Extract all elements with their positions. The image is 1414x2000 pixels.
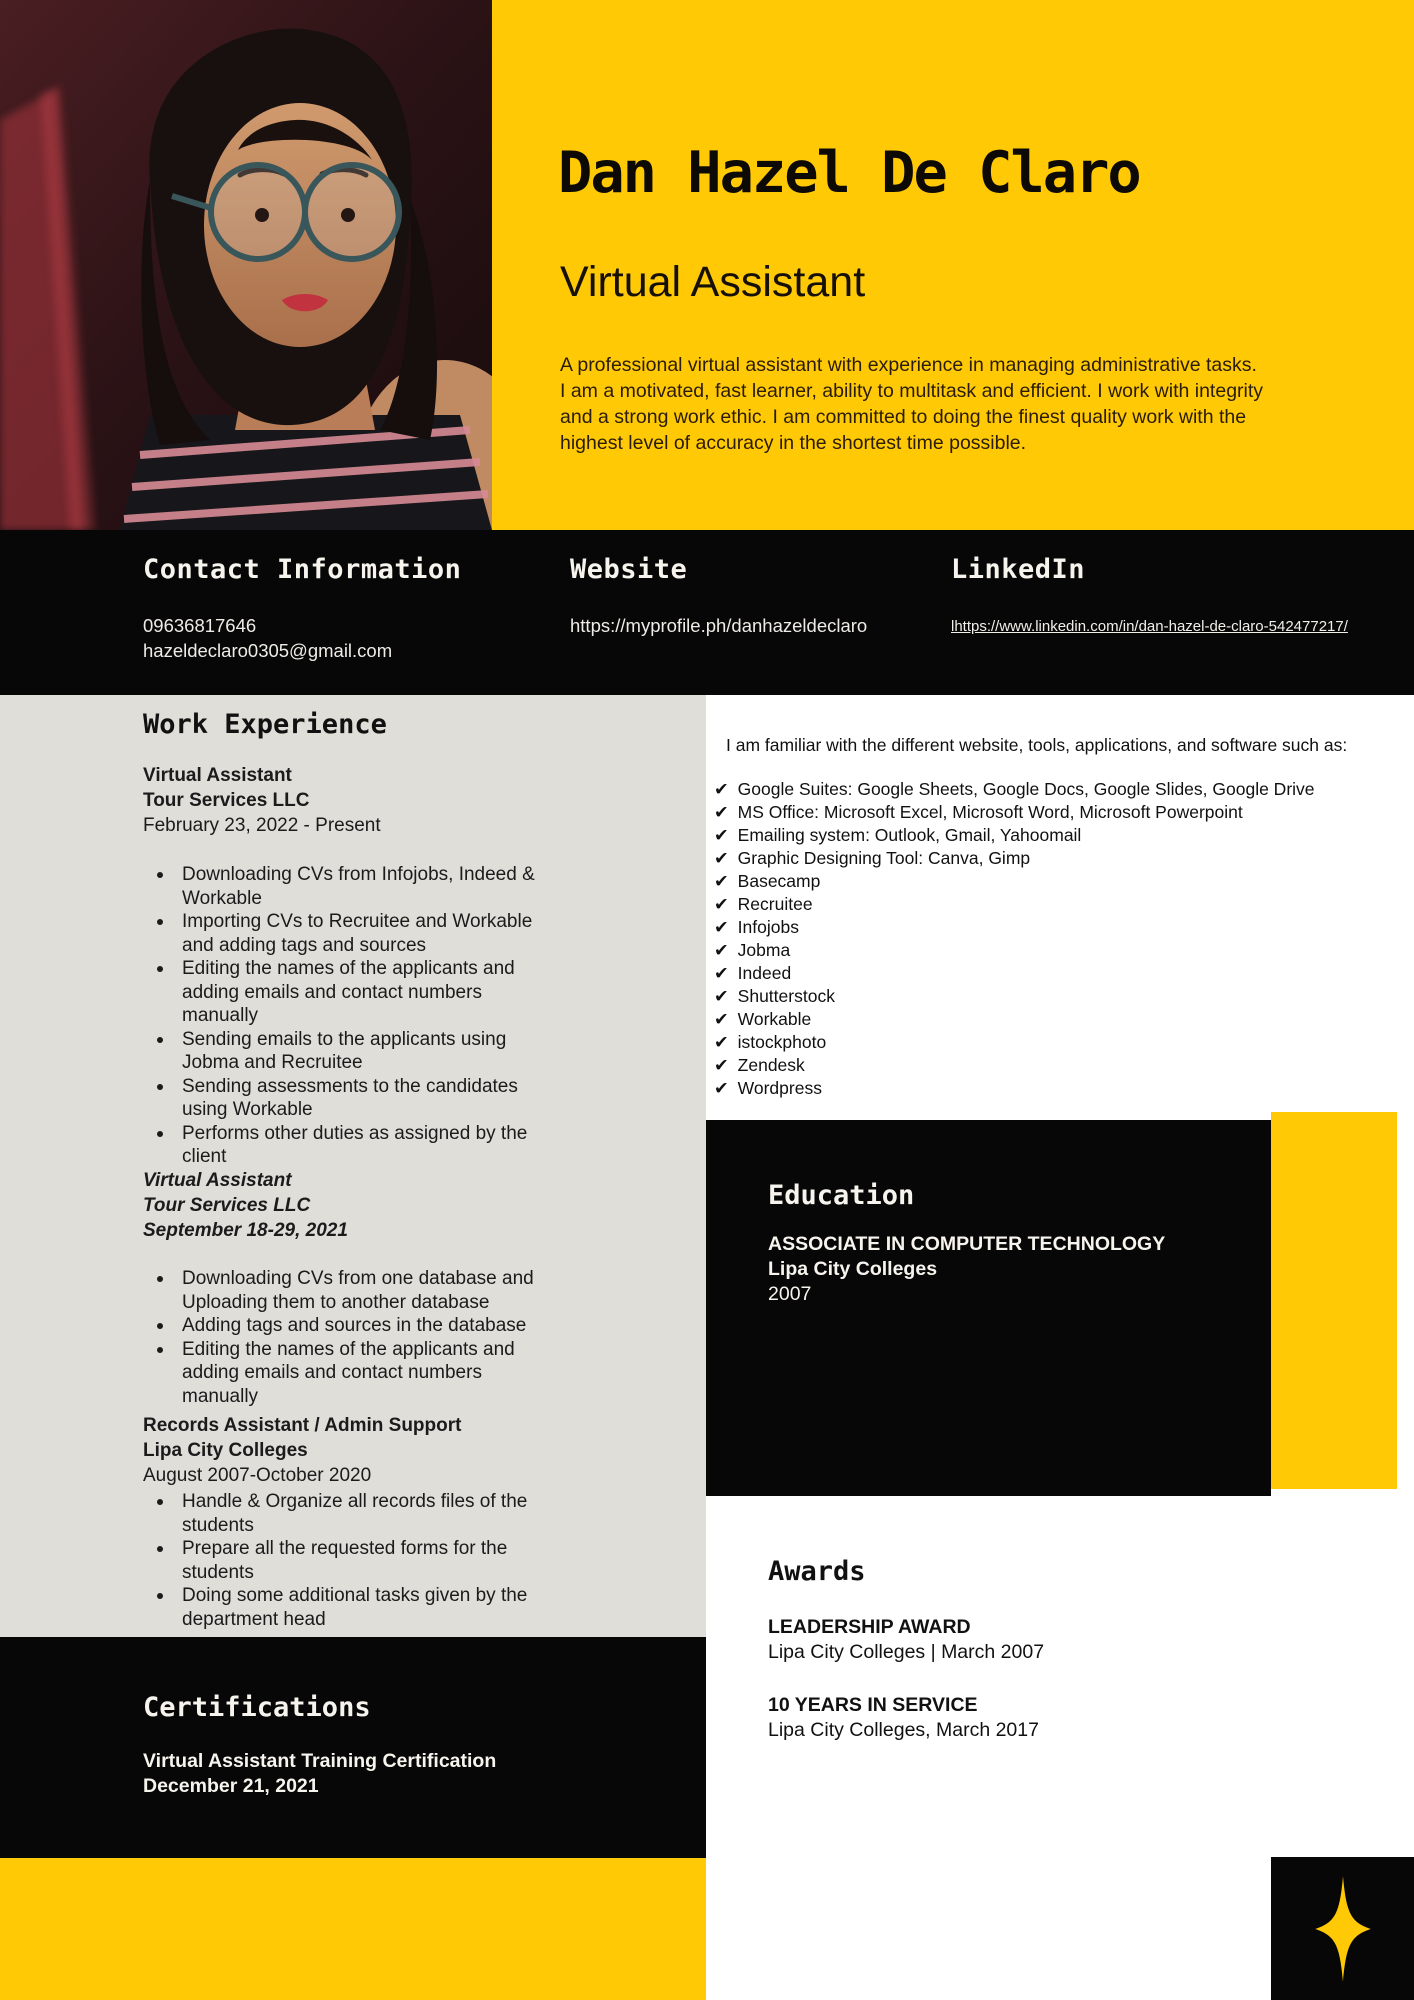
bullet-item	[143, 1122, 563, 1169]
skill-text: Emailing system: Outlook, Gmail, Yahoomail	[737, 825, 1082, 845]
phone-number: 09636817646	[143, 615, 257, 636]
skill-item	[714, 1054, 1315, 1077]
work-experience-heading: Work Experience	[143, 709, 387, 740]
job-entry-1	[143, 763, 683, 838]
job-1-bullets	[143, 863, 563, 1169]
check-icon: ✔	[714, 1033, 729, 1053]
bullet-marker	[157, 1276, 163, 1282]
skill-text: Recruitee	[737, 894, 813, 914]
linkedin-heading: LinkedIn	[951, 554, 1086, 585]
bullet-marker	[157, 1546, 163, 1552]
bullet-text: Downloading CVs from one database and Uploading them to another database	[182, 1268, 534, 1313]
job-dates: February 23, 2022 - Present	[143, 815, 381, 836]
skill-text: Shutterstock	[737, 986, 835, 1006]
bullet-item	[143, 910, 563, 957]
website-heading: Website	[570, 554, 688, 585]
certifications-section	[0, 1637, 706, 1858]
skill-text: Infojobs	[737, 917, 799, 937]
bullet-marker	[157, 1323, 163, 1329]
skill-text: MS Office: Microsoft Excel, Microsoft Word, Microsoft Powerpoint	[737, 802, 1243, 822]
skill-text: Indeed	[737, 963, 792, 983]
skill-item	[714, 870, 1315, 893]
certifications-heading: Certifications	[143, 1692, 371, 1723]
award-title: 10 YEARS IN SERVICE	[768, 1694, 978, 1716]
bullet-item	[143, 1537, 563, 1584]
skill-text: Zendesk	[737, 1055, 805, 1075]
sparkle-box	[1271, 1857, 1414, 2000]
skill-item	[714, 778, 1315, 801]
skill-item	[714, 801, 1315, 824]
check-icon: ✔	[714, 826, 729, 846]
award-title: LEADERSHIP AWARD	[768, 1616, 971, 1638]
skill-text: Basecamp	[737, 871, 821, 891]
skill-text: istockphoto	[737, 1032, 827, 1052]
bullet-text: Performs other duties as assigned by the client	[182, 1122, 528, 1167]
bullet-text: Editing the names of the applicants and adding emails and contact numbers manually	[182, 958, 515, 1026]
bullet-text: Handle & Organize all records files of the students	[182, 1491, 528, 1536]
skill-item	[714, 939, 1315, 962]
award-entry	[768, 1615, 1044, 1665]
website-section	[570, 554, 867, 638]
bullet-marker	[157, 1037, 163, 1043]
skill-item	[714, 962, 1315, 985]
award-detail: Lipa City Colleges | March 2007	[768, 1641, 1045, 1663]
contact-band	[0, 530, 1414, 695]
skill-item	[714, 1008, 1315, 1031]
skill-text: Google Suites: Google Sheets, Google Docs, Google Slides, Google Drive	[737, 779, 1315, 799]
bullet-text: Editing the names of the applicants and adding emails and contact numbers manually	[182, 1338, 515, 1407]
check-icon: ✔	[714, 803, 729, 823]
bullet-text: Adding tags and sources in the database	[182, 1315, 527, 1336]
skill-text: Jobma	[737, 940, 791, 960]
check-icon: ✔	[714, 849, 729, 869]
bullet-text: Importing CVs to Recruitee and Workable and adding tags and sources	[182, 911, 533, 956]
check-icon: ✔	[714, 1056, 729, 1076]
awards-section	[768, 1556, 1044, 1743]
skill-item	[714, 824, 1315, 847]
linkedin-link[interactable]: lhttps://www.linkedin.com/in/dan-hazel-de-claro-542477217/	[951, 618, 1348, 635]
bullet-marker	[157, 1084, 163, 1090]
education-school: Lipa City Colleges	[768, 1258, 938, 1280]
skills-intro: I am familiar with the different website, tools, applications, and software such as:	[726, 735, 1348, 755]
check-icon: ✔	[714, 918, 729, 938]
certification-date: December 21, 2021	[143, 1775, 319, 1797]
bullet-item	[143, 863, 563, 910]
skill-item	[714, 985, 1315, 1008]
skill-text: Wordpress	[737, 1078, 822, 1098]
skill-text: Graphic Designing Tool: Canva, Gimp	[737, 848, 1031, 868]
work-experience-column	[0, 695, 706, 1637]
check-icon: ✔	[714, 872, 729, 892]
bullet-marker	[157, 872, 163, 878]
check-icon: ✔	[714, 987, 729, 1007]
bullet-text: Sending assessments to the candidates using Workable	[182, 1075, 518, 1120]
contact-info-section	[143, 554, 461, 663]
bullet-marker	[157, 1499, 163, 1505]
bullet-text: Downloading CVs from Infojobs, Indeed & Workable	[182, 864, 535, 909]
website-link[interactable]: https://myprofile.ph/danhazeldeclaro	[570, 615, 868, 636]
job-title: Records Assistant / Admin Support	[143, 1415, 462, 1436]
education-section	[706, 1120, 1271, 1496]
skill-item	[714, 847, 1315, 870]
skill-item	[714, 1077, 1315, 1100]
awards-heading: Awards	[768, 1556, 866, 1587]
bullet-text: Sending emails to the applicants using Jobma and Recruitee	[182, 1028, 507, 1073]
check-icon: ✔	[714, 1079, 729, 1099]
job-3-bullets	[143, 1490, 563, 1631]
check-icon: ✔	[714, 964, 729, 984]
skills-list	[714, 778, 1315, 1100]
bullet-item	[143, 1338, 563, 1409]
bottom-yellow-block	[0, 1858, 706, 2000]
job-company: Tour Services LLC	[143, 1195, 311, 1216]
profile-photo-illustration	[0, 0, 492, 530]
certification-title: Virtual Assistant Training Certification	[143, 1750, 497, 1772]
sparkle-icon	[1310, 1875, 1376, 1983]
job-dates: September 18-29, 2021	[143, 1220, 348, 1241]
linkedin-section	[951, 554, 1348, 635]
check-icon: ✔	[714, 941, 729, 961]
job-dates: August 2007-October 2020	[143, 1465, 372, 1486]
skill-item	[714, 916, 1315, 939]
education-heading: Education	[768, 1180, 915, 1211]
skill-item	[714, 1031, 1315, 1054]
person-name: Dan Hazel De Claro	[558, 140, 1140, 206]
job-title: Virtual Assistant	[143, 1170, 292, 1191]
bullet-marker	[157, 1593, 163, 1599]
profile-photo	[0, 0, 492, 530]
bullet-marker	[157, 919, 163, 925]
bullet-item	[143, 957, 563, 1028]
bullet-item	[143, 1490, 563, 1537]
education-accent-block	[1271, 1112, 1397, 1489]
bullet-item	[143, 1028, 563, 1075]
job-company: Tour Services LLC	[143, 790, 310, 811]
job-entry-3	[143, 1413, 683, 1488]
bullet-item	[143, 1584, 563, 1631]
header	[492, 0, 1414, 530]
job-entry-2	[143, 1168, 683, 1243]
email-address: hazeldeclaro0305@gmail.com	[143, 640, 393, 661]
profile-summary: A professional virtual assistant with experience in managing administrative tasks. I am a motivated, fast learner, ability to multitask and efficient. I work with integrity and a strong work ethic. I am committed to doing the finest quality work with the highest level of accuracy in the shortest time possible.	[560, 354, 1264, 454]
education-year: 2007	[768, 1283, 812, 1305]
bullet-text: Doing some additional tasks given by the department head	[182, 1585, 528, 1630]
contact-info-heading: Contact Information	[143, 554, 462, 585]
bullet-item	[143, 1314, 563, 1338]
check-icon: ✔	[714, 780, 729, 800]
bullet-item	[143, 1267, 563, 1314]
education-degree: ASSOCIATE IN COMPUTER TECHNOLOGY	[768, 1233, 1166, 1255]
check-icon: ✔	[714, 895, 729, 915]
skill-text: Workable	[737, 1009, 812, 1029]
person-role: Virtual Assistant	[560, 258, 866, 306]
bullet-text: Prepare all the requested forms for the students	[182, 1538, 508, 1583]
job-company: Lipa City Colleges	[143, 1440, 308, 1461]
skill-item	[714, 893, 1315, 916]
bullet-marker	[157, 1131, 163, 1137]
award-detail: Lipa City Colleges, March 2017	[768, 1719, 1039, 1741]
bullet-item	[143, 1075, 563, 1122]
bullet-marker	[157, 966, 163, 972]
check-icon: ✔	[714, 1010, 729, 1030]
job-2-bullets	[143, 1267, 563, 1408]
award-entry	[768, 1693, 1044, 1743]
job-title: Virtual Assistant	[143, 765, 292, 786]
bullet-marker	[157, 1347, 163, 1353]
